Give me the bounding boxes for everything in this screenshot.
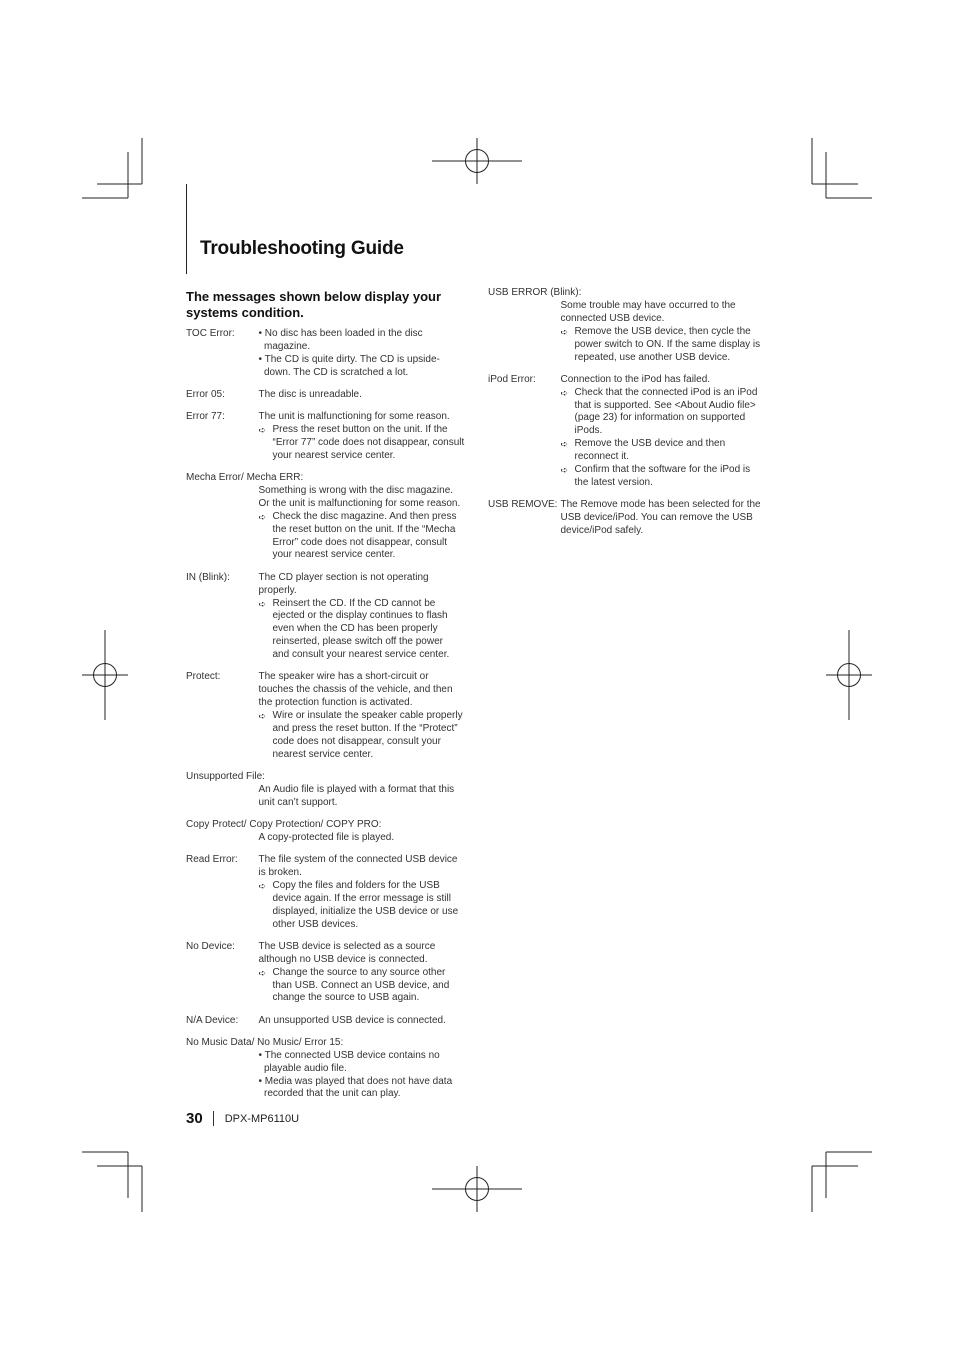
text-line: other USB devices. <box>272 918 359 930</box>
message-code: TOC Error: <box>186 328 235 339</box>
message-entry <box>186 1037 468 1102</box>
text-line: Remove the USB device, then cycle the <box>574 325 751 337</box>
description-text <box>259 485 469 511</box>
message-entry <box>186 572 468 662</box>
left-column <box>186 289 468 1111</box>
message-description <box>259 941 469 1006</box>
section-heading <box>186 289 468 320</box>
remedy-arrow-icon: ➪ <box>258 511 267 522</box>
message-code: Copy Protect/ Copy Protection/ COPY PRO: <box>186 818 382 830</box>
message-entry <box>186 472 468 562</box>
page-number: 30 <box>186 1110 203 1127</box>
message-entry <box>488 499 770 538</box>
remedy-arrow-icon: ➪ <box>258 598 267 609</box>
message-entry <box>186 411 468 463</box>
text-line: recorded that the unit can play. <box>264 1088 401 1100</box>
message-code: IN (Blink): <box>186 571 230 583</box>
message-entry <box>186 771 468 810</box>
message-code: Mecha Error/ Mecha ERR: <box>186 472 304 484</box>
text-line: nearest service center. <box>272 748 374 760</box>
text-line: Press the reset button on the unit. If the <box>272 424 448 436</box>
remedy-arrow-icon: ➪ <box>258 425 267 436</box>
message-description <box>259 671 469 761</box>
text-line: • No disc has been loaded in the disc <box>258 328 423 339</box>
text-line: than USB. Connect an USB device, and <box>272 979 450 991</box>
message-description <box>259 411 469 463</box>
text-line: The Remove mode has been selected for the <box>560 499 761 511</box>
message-description <box>259 328 469 380</box>
remedy-item <box>561 326 771 365</box>
text-line: reinserted, please switch off the power <box>272 636 443 648</box>
remedy-text <box>273 424 469 463</box>
text-line: and press the reset button. If the “Protect” <box>272 722 458 734</box>
text-line: power switch to ON. If the same display is <box>574 338 761 350</box>
description-text <box>561 300 771 326</box>
title-rule <box>186 184 187 274</box>
bullet-item <box>259 354 469 380</box>
remedy-text <box>273 710 469 762</box>
remedy-item <box>259 511 469 563</box>
message-code: USB REMOVE: <box>488 499 558 511</box>
right-column <box>488 287 770 547</box>
section-heading-line: The messages shown below display your <box>186 289 442 304</box>
text-line: The disc is unreadable. <box>258 388 362 400</box>
text-line: playable audio file. <box>264 1062 347 1074</box>
text-line: Connection to the iPod has failed. <box>560 373 711 385</box>
text-line: An unsupported USB device is connected. <box>258 1014 446 1026</box>
message-entry <box>186 671 468 761</box>
text-line: although no USB device is connected. <box>258 953 428 965</box>
remedy-text <box>273 598 469 663</box>
remedy-text <box>575 438 771 464</box>
message-entry <box>488 287 770 364</box>
text-line: device again. If the error message is still <box>272 892 451 904</box>
message-description <box>259 832 469 845</box>
message-description <box>259 1050 469 1102</box>
message-code: No Device: <box>186 940 235 952</box>
description-text <box>259 389 469 402</box>
text-line: repeated, use another USB device. <box>574 351 731 363</box>
text-line: code does not disappear, consult your <box>272 735 441 747</box>
message-entry <box>186 819 468 845</box>
text-line: properly. <box>258 584 297 596</box>
message-description <box>561 300 771 365</box>
remedy-arrow-icon: ➪ <box>258 967 267 978</box>
text-line: the protection function is activated. <box>258 697 413 709</box>
text-line: A copy-protected file is played. <box>258 831 395 843</box>
description-text <box>561 374 771 387</box>
text-line: Check that the connected iPod is an iPod <box>574 386 758 398</box>
message-code: Read Error: <box>186 854 238 866</box>
remedy-item <box>561 387 771 439</box>
message-code: Error 77: <box>186 411 225 423</box>
message-description <box>561 499 771 538</box>
message-description <box>259 572 469 662</box>
description-text <box>561 499 771 538</box>
message-description <box>259 1015 469 1028</box>
message-entry <box>186 389 468 402</box>
message-description <box>259 389 469 402</box>
text-line: Some trouble may have occurred to the <box>560 299 736 311</box>
message-description <box>259 485 469 562</box>
remedy-item <box>259 967 469 1006</box>
remedy-text <box>575 464 771 490</box>
remedy-text <box>575 326 771 365</box>
text-line: unit can’t support. <box>258 796 338 808</box>
text-line: your nearest service center. <box>272 549 396 561</box>
text-line: Or the unit is malfunctioning for some reason. <box>258 497 461 509</box>
message-entry <box>488 374 770 490</box>
section-heading-line: systems condition. <box>186 304 304 320</box>
text-line: • The CD is quite dirty. The CD is upside- <box>258 353 440 365</box>
description-text <box>259 1015 469 1028</box>
message-code: N/A Device: <box>186 1014 239 1026</box>
text-line: magazine. <box>264 340 311 352</box>
text-line: Error” code does not disappear, consult <box>272 536 448 548</box>
text-line: Something is wrong with the disc magazine. <box>258 484 454 496</box>
text-line: Check the disc magazine. And then press <box>272 510 457 522</box>
message-description <box>259 784 469 810</box>
description-text <box>259 671 469 710</box>
page-footer <box>186 1110 299 1127</box>
page-title: Troubleshooting Guide <box>200 238 404 259</box>
text-line: Confirm that the software for the iPod is <box>574 464 751 476</box>
text-line: The speaker wire has a short-circuit or <box>258 671 429 683</box>
remedy-arrow-icon: ➪ <box>258 880 267 891</box>
remedy-item <box>259 880 469 932</box>
text-line: that is supported. See <About Audio file> <box>574 399 756 411</box>
text-line: ejected or the display continues to flash <box>272 610 448 622</box>
right-entry-list <box>488 287 770 538</box>
description-text <box>259 832 469 845</box>
text-line: The CD player section is not operating <box>258 571 429 583</box>
description-text <box>259 572 469 598</box>
text-line: Wire or insulate the speaker cable properly <box>272 710 463 722</box>
remedy-item <box>259 424 469 463</box>
text-line: The unit is malfunctioning for some reason. <box>258 411 450 423</box>
left-entry-list <box>186 328 468 1101</box>
remedy-item <box>561 438 771 464</box>
message-entry <box>186 1015 468 1028</box>
message-code: No Music Data/ No Music/ Error 15: <box>186 1036 344 1048</box>
message-code: Protect: <box>186 671 221 683</box>
text-line: even when the CD has been properly <box>272 623 438 635</box>
text-line: touches the chassis of the vehicle, and then <box>258 684 453 696</box>
text-line: the latest version. <box>574 476 653 488</box>
text-line: Change the source to any source other <box>272 966 446 978</box>
message-entry <box>186 328 468 380</box>
description-text <box>259 854 469 880</box>
remedy-text <box>575 387 771 439</box>
message-entry <box>186 941 468 1006</box>
text-line: the reset button on the unit. If the “Mecha <box>272 523 456 535</box>
text-line: The file system of the connected USB device <box>258 854 458 866</box>
message-description <box>561 374 771 490</box>
message-description <box>259 854 469 931</box>
text-line: Copy the files and folders for the USB <box>272 879 440 891</box>
remedy-arrow-icon: ➪ <box>560 465 569 476</box>
model-name: DPX-MP6110U <box>224 1112 300 1125</box>
remedy-arrow-icon: ➪ <box>258 711 267 722</box>
text-line: • Media was played that does not have data <box>258 1075 453 1087</box>
footer-divider <box>213 1111 214 1126</box>
text-line: (page 23) for information on supported <box>574 412 746 424</box>
text-line: displayed, initialize the USB device or use <box>272 905 459 917</box>
text-line: The USB device is selected as a source <box>258 940 436 952</box>
text-line: Reinsert the CD. If the CD cannot be <box>272 597 436 609</box>
bullet-item <box>259 1050 469 1076</box>
text-line: reconnect it. <box>574 451 629 463</box>
remedy-text <box>273 967 469 1006</box>
message-code: iPod Error: <box>488 373 536 385</box>
text-line: An Audio file is played with a format that this <box>258 783 455 795</box>
description-text <box>259 941 469 967</box>
text-line: Remove the USB device and then <box>574 438 726 450</box>
bullet-item <box>259 1076 469 1102</box>
remedy-item <box>259 710 469 762</box>
message-entry <box>186 854 468 931</box>
remedy-item <box>561 464 771 490</box>
text-line: USB device/iPod. You can remove the USB <box>560 512 753 524</box>
remedy-arrow-icon: ➪ <box>560 387 569 398</box>
remedy-arrow-icon: ➪ <box>560 326 569 337</box>
description-text <box>259 784 469 810</box>
text-line: iPods. <box>574 425 603 437</box>
remedy-item <box>259 598 469 663</box>
description-text <box>259 411 469 424</box>
text-line: is broken. <box>258 867 302 878</box>
text-line: and consult your nearest service center. <box>272 649 450 661</box>
text-line: change the source to USB again. <box>272 992 420 1004</box>
message-code: Unsupported File: <box>186 770 265 782</box>
text-line: connected USB device. <box>560 312 665 324</box>
text-line: down. The CD is scratched a lot. <box>264 366 409 378</box>
remedy-text <box>273 511 469 563</box>
text-line: “Error 77” code does not disappear, consult <box>272 436 465 448</box>
message-code: USB ERROR (Blink): <box>488 287 582 298</box>
text-line: device/iPod safely. <box>560 525 644 536</box>
text-line: • The connected USB device contains no <box>258 1049 440 1061</box>
bullet-item <box>259 328 469 354</box>
remedy-text <box>273 880 469 932</box>
remedy-arrow-icon: ➪ <box>560 439 569 450</box>
message-code: Error 05: <box>186 388 225 400</box>
text-line: your nearest service center. <box>272 449 396 461</box>
